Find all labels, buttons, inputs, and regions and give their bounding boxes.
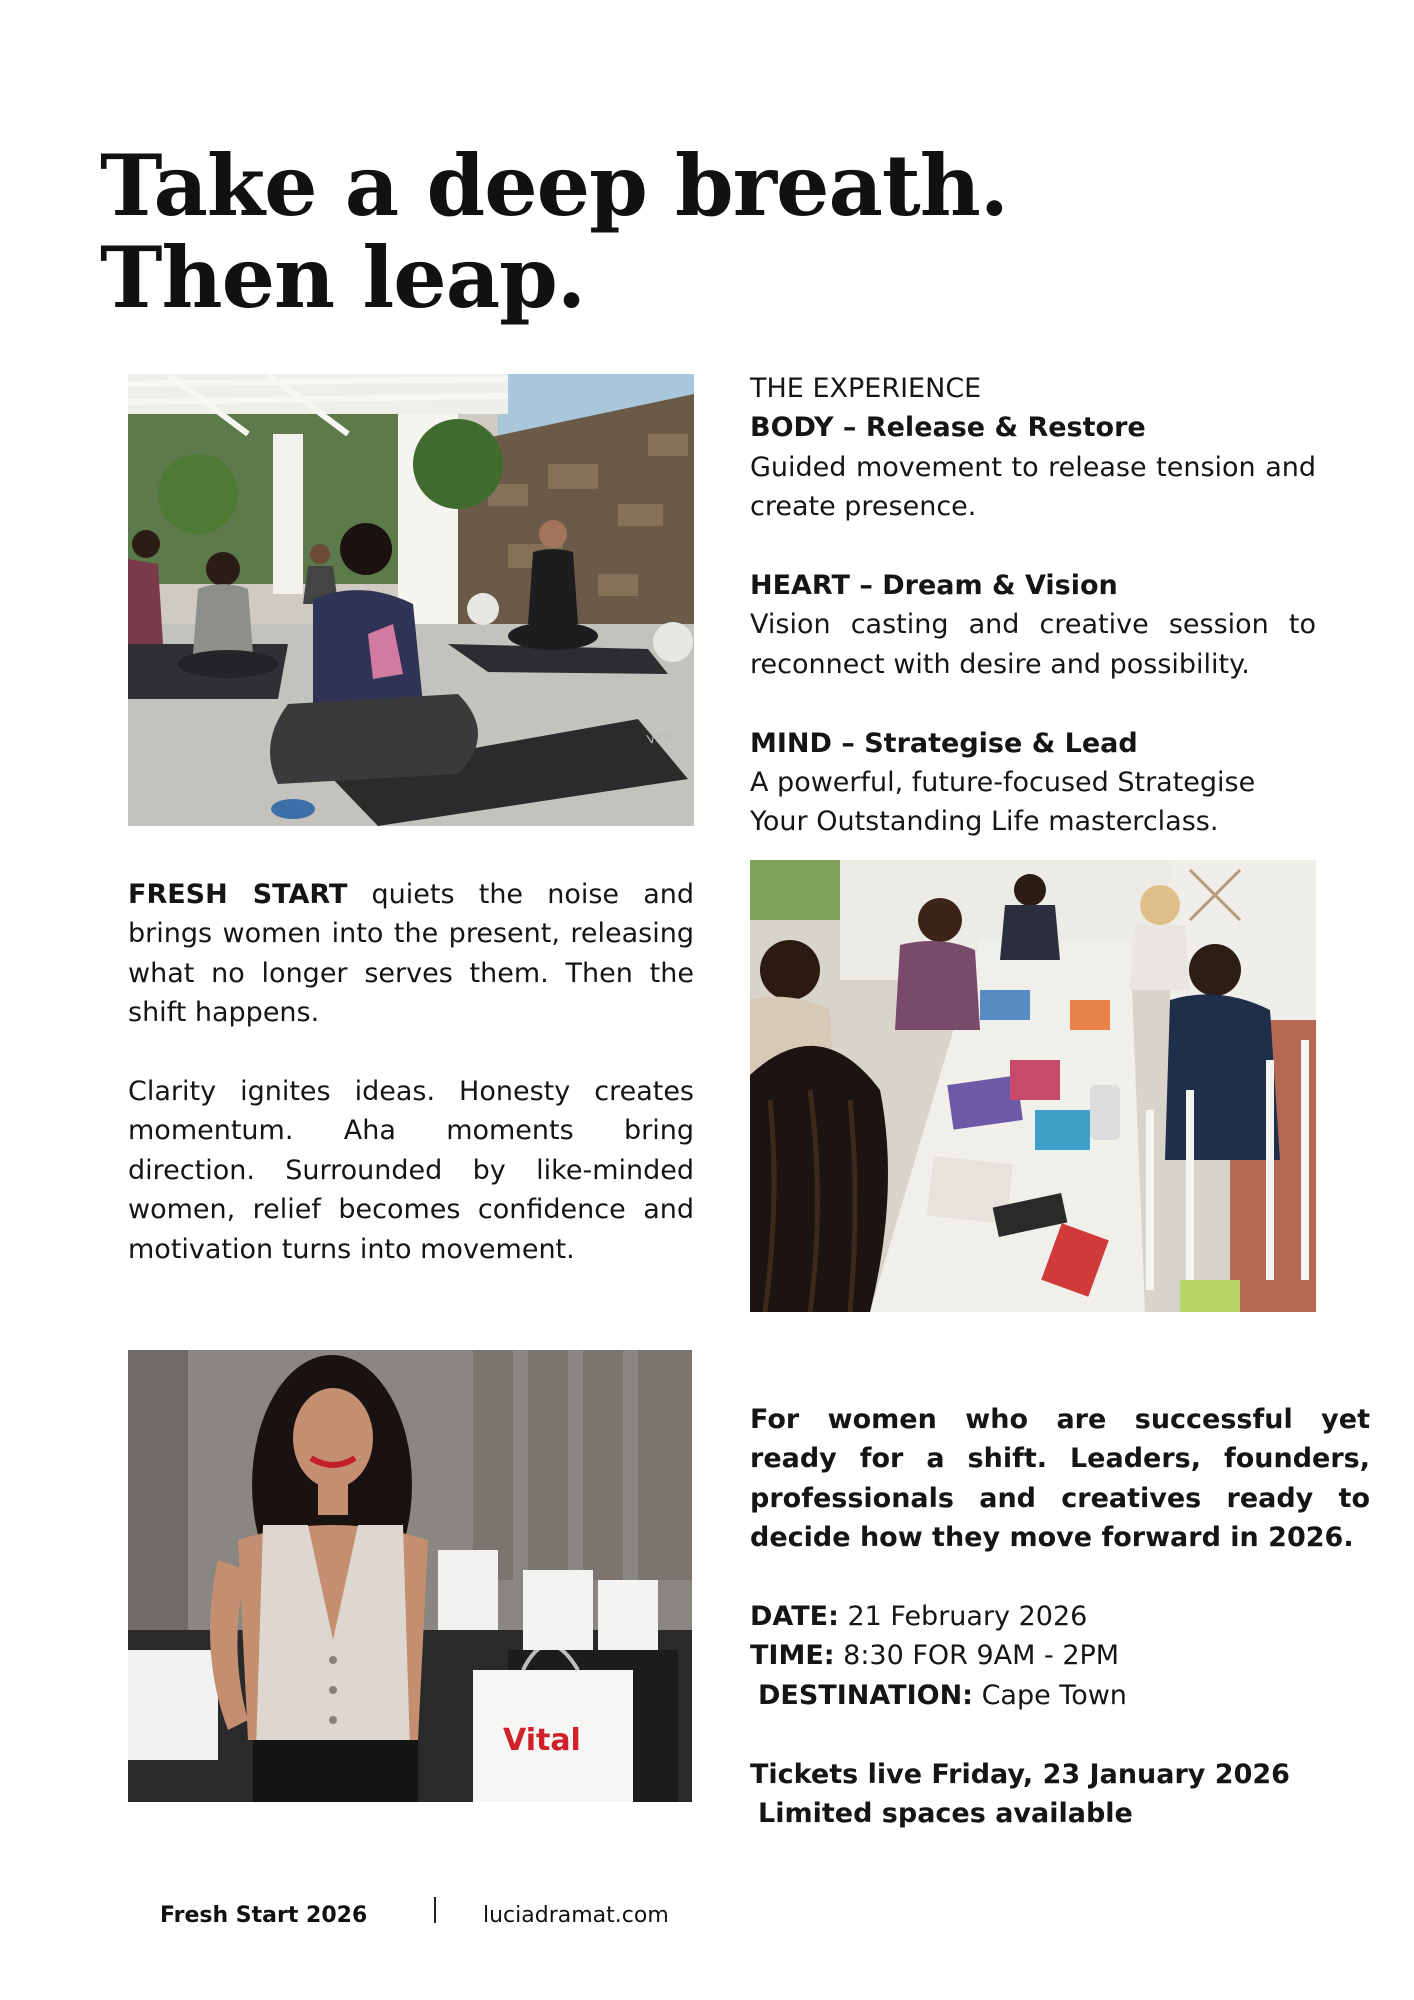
- intro-paragraph-1-text: quiets the noise and brings women into the present, releasing what no longer serves them. Then the shift happens.: [128, 879, 695, 1029]
- headline: [100, 136, 1100, 327]
- event-details-section: [750, 1400, 1370, 1833]
- date-value: 21 February 2026: [838, 1601, 1088, 1633]
- destination-value: Cape Town: [972, 1679, 1127, 1711]
- limited-spaces-notice: Limited spaces available: [758, 1798, 1133, 1830]
- experience-section: [750, 369, 1316, 842]
- intro-paragraph-1: [128, 875, 694, 1033]
- audience-statement: For women who are successful yet ready for a shift. Leaders, founders, professionals and creatives ready to decide how they move forward in 2026.: [750, 1404, 1370, 1554]
- heart-label: HEART – Dream & Vision: [750, 570, 1118, 602]
- brand-name: FRESH START: [128, 879, 348, 910]
- headline-line-1: Take a deep breath.: [100, 136, 1009, 235]
- date-label: DATE:: [750, 1601, 839, 1633]
- vision-board-workshop-photo: [750, 860, 1316, 1312]
- intro-section: [128, 875, 694, 1269]
- footer-website-link[interactable]: luciadramat.com: [483, 1903, 669, 1928]
- host-portrait-photo: [128, 1350, 692, 1802]
- bag-brand-text: Vital: [503, 1723, 581, 1758]
- body-label: BODY – Release & Restore: [750, 412, 1146, 444]
- time-value: 8:30 FOR 9AM - 2PM: [834, 1640, 1120, 1672]
- destination-line: [750, 1676, 1370, 1715]
- time-label: TIME:: [750, 1640, 835, 1672]
- footer-event-name: Fresh Start 2026: [160, 1903, 368, 1928]
- destination-label: DESTINATION:: [758, 1679, 973, 1711]
- footer-divider: [434, 1897, 436, 1923]
- mat-brand-text: Vital: [645, 727, 675, 747]
- tickets-notice: Tickets live Friday, 23 January 2026: [750, 1758, 1290, 1790]
- experience-heading: THE EXPERIENCE: [750, 373, 982, 404]
- yoga-session-photo: [128, 374, 694, 826]
- headline-line-2: Then leap.: [100, 228, 586, 327]
- intro-paragraph-2: Clarity ignites ideas. Honesty creates momentum. Aha moments bring direction. Surrounded by like-minded women, relief becomes confidence and motivation turns into movement.: [128, 1076, 694, 1265]
- body-description: Guided movement to release tension and create presence.: [750, 451, 1316, 523]
- mind-description: A powerful, future-focused Strategise Your Outstanding Life masterclass.: [750, 767, 1256, 838]
- heart-description: Vision casting and creative session to reconnect with desire and possibility.: [750, 609, 1316, 680]
- time-line: [750, 1636, 1370, 1675]
- mind-label: MIND – Strategise & Lead: [750, 727, 1138, 759]
- date-line: [750, 1597, 1370, 1636]
